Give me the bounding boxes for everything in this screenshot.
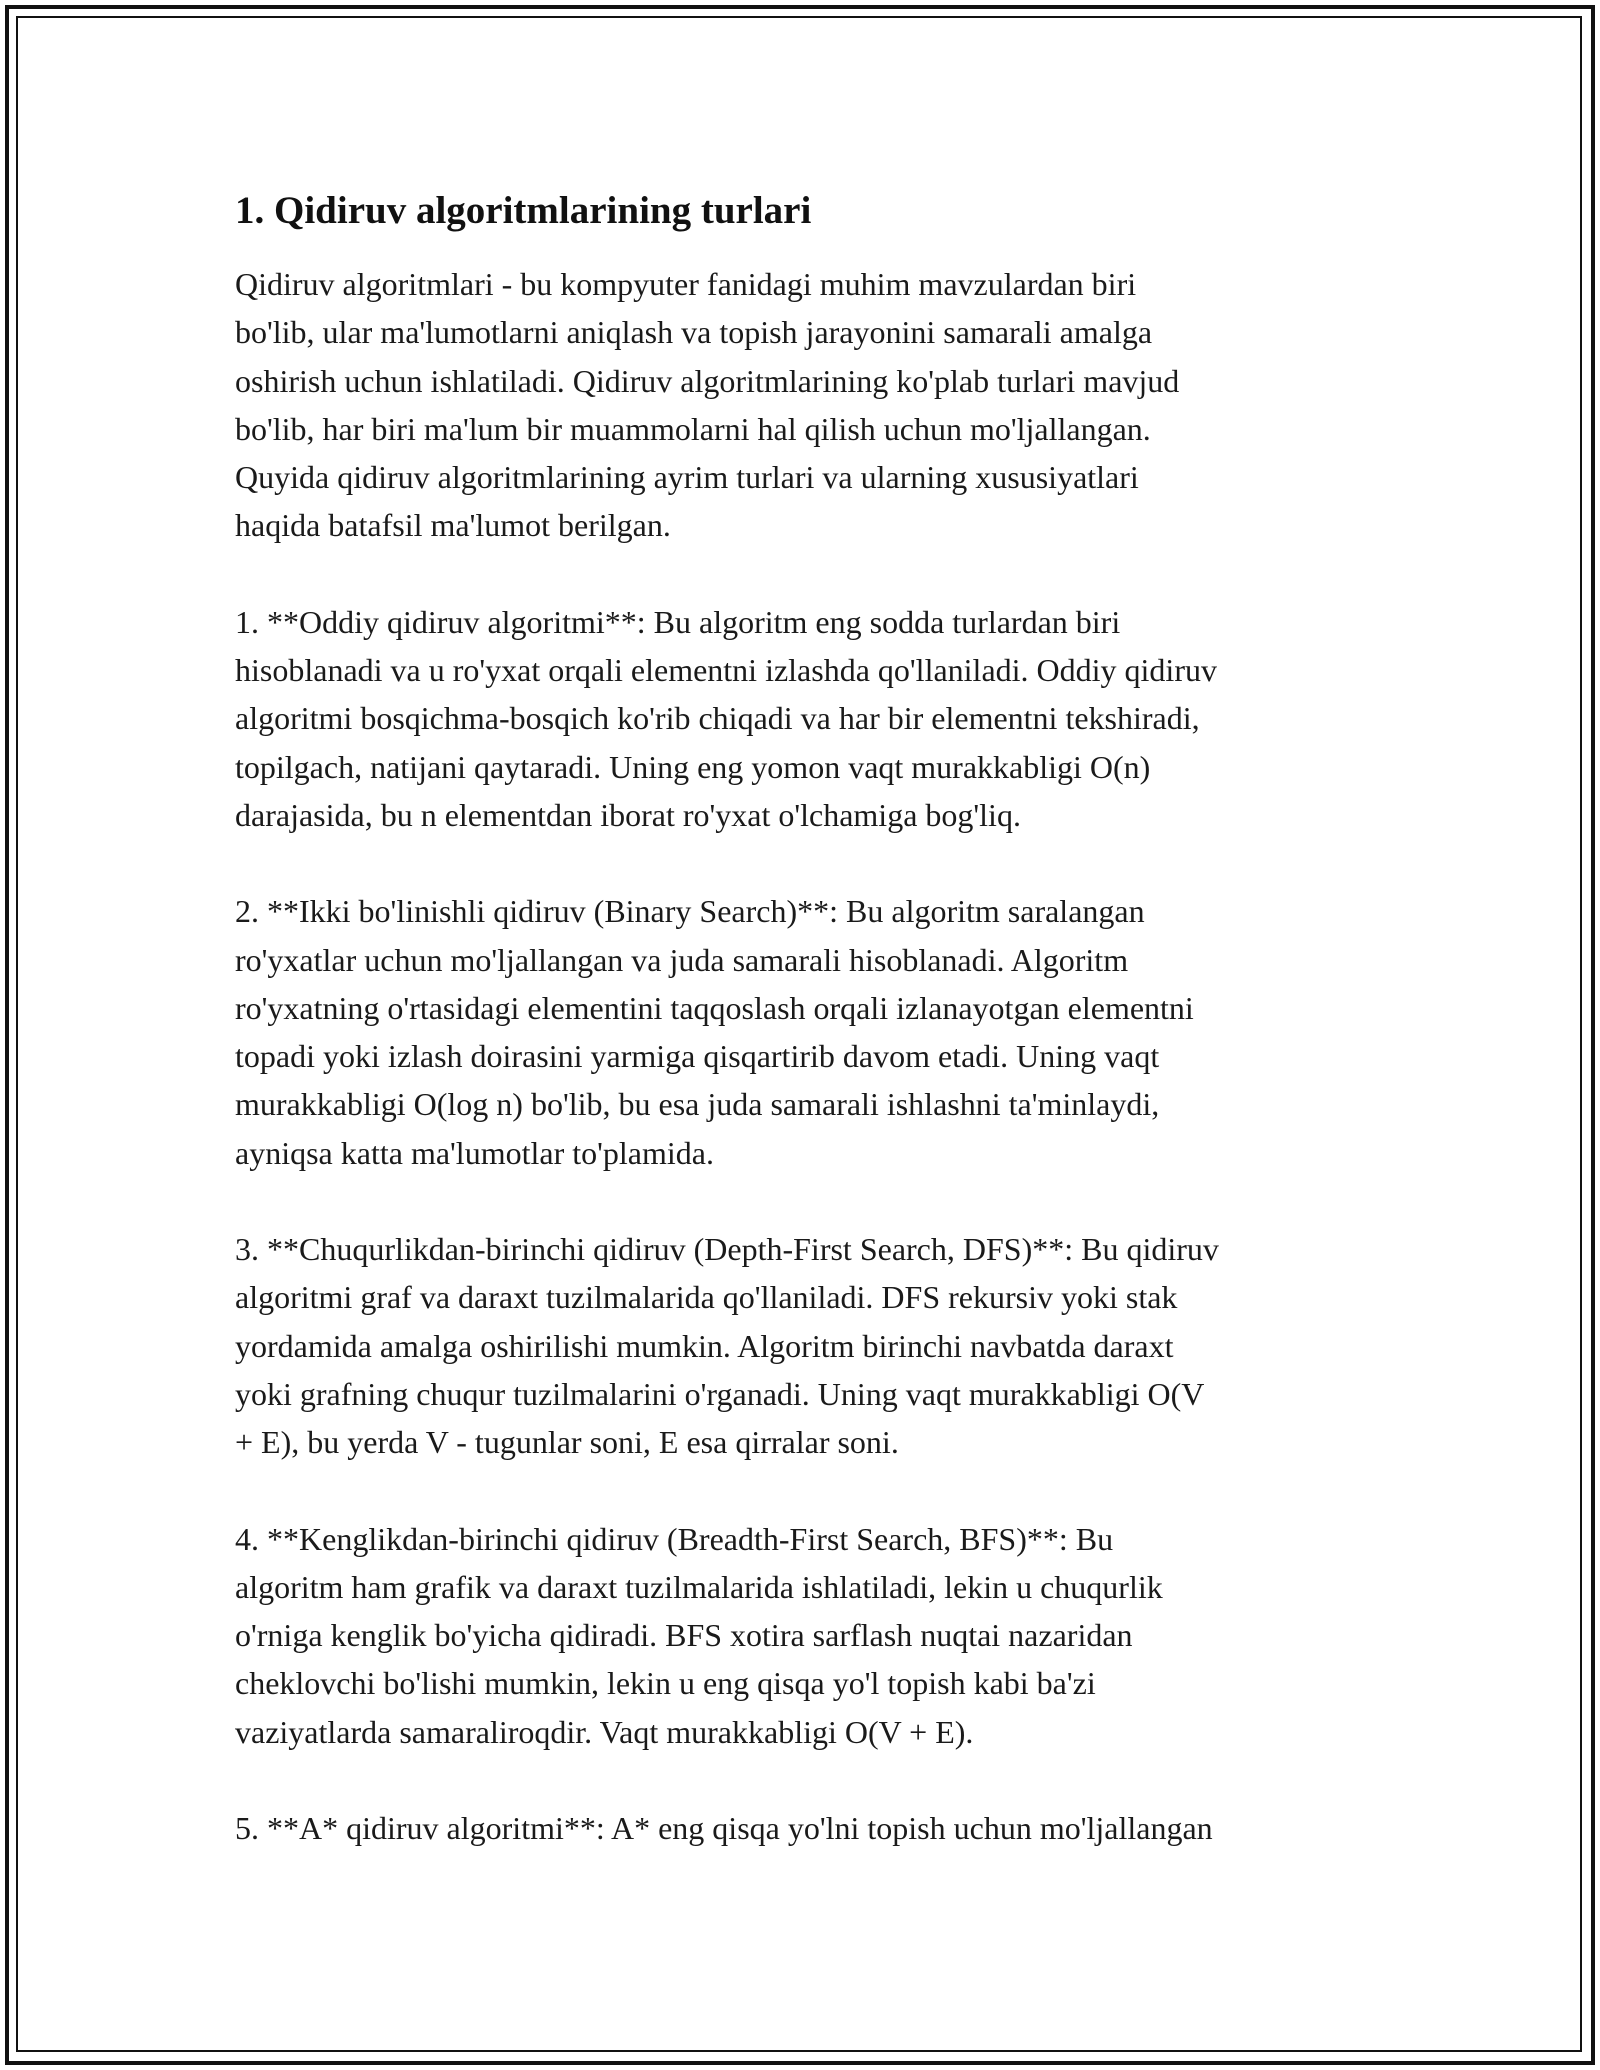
section-heading: 1. Qidiruv algoritmlarining turlari — [235, 189, 812, 232]
intro-paragraph: Qidiruv algoritmlari - bu kompyuter fanidagi muhim mavzulardan biri bo'lib, ular ma'lumotlarni aniqlash va topish jarayonini samarali amalga oshirish uchun ishlatiladi. Qidiruv algoritmlarining ko'plab turlari mavjud bo'lib, har biri ma'lum bir muammolarni hal qilish uchun mo'ljallangan. Quyida qidiruv algoritmlarining ayrim turlari va ularning xususiyatlari haqida batafsil ma'lumot berilgan. — [235, 266, 1180, 544]
list-item-dfs: 3. **Chuqurlikdan-birinchi qidiruv (Depth-First Search, DFS)**: Bu qidiruv algoritmi graf va daraxt tuzilmalarida qo'llaniladi. DFS rekursiv yoki stak yordamida amalga oshirilishi mumkin. Algoritm birinchi navbatda daraxt yoki grafning chuqur tuzilmalarini o'rganadi. Uning vaqt murakkabligi O(V + E), bu yerda V - tugunlar soni, E esa qirralar soni. — [235, 1231, 1219, 1461]
list-item-bfs: 4. **Kenglikdan-birinchi qidiruv (Breadth-First Search, BFS)**: Bu algoritm ham grafik va daraxt tuzilmalarida ishlatiladi, lekin u chuqurlik o'rniga kenglik bo'yicha qidiradi. BFS xotira sarflash nuqtai nazaridan cheklovchi bo'lishi mumkin, lekin u eng qisqa yo'l topish kabi ba'zi vaziyatlarda samaraliroqdir. Vaqt murakkabligi O(V + E). — [235, 1520, 1163, 1750]
list-item-linear-search: 1. **Oddiy qidiruv algoritmi**: Bu algoritm eng sodda turlardan biri hisoblanadi va u ro'yxat orqali elementni izlashda qo'llaniladi. Oddiy qidiruv algoritmi bosqichma-bosqich ko'rib chiqadi va har bir elementni tekshiradi, topilgach, natijani qaytaradi. Uning eng yomon vaqt murakkabligi O(n) darajasida, bu n elementdan iborat ro'yxat o'lchamiga bog'liq. — [235, 603, 1217, 833]
document-body — [235, 184, 1375, 1900]
list-item-binary-search: 2. **Ikki bo'linishli qidiruv (Binary Search)**: Bu algoritm saralangan ro'yxatlar uchun mo'ljallangan va juda samarali hisoblanadi. Algoritm ro'yxatning o'rtasidagi elementini taqqoslash orqali izlanayotgan elementni topadi yoki izlash doirasini yarmiga qisqartirib davom etadi. Uning vaqt murakkabligi O(log n) bo'lib, bu esa juda samarali ishlashni ta'minlaydi, ayniqsa katta ma'lumotlar to'plamida. — [235, 893, 1194, 1171]
list-item-a-star: 5. **A* qidiruv algoritmi**: A* eng qisqa yo'lni topish uchun mo'ljallangan — [235, 1810, 1213, 1847]
